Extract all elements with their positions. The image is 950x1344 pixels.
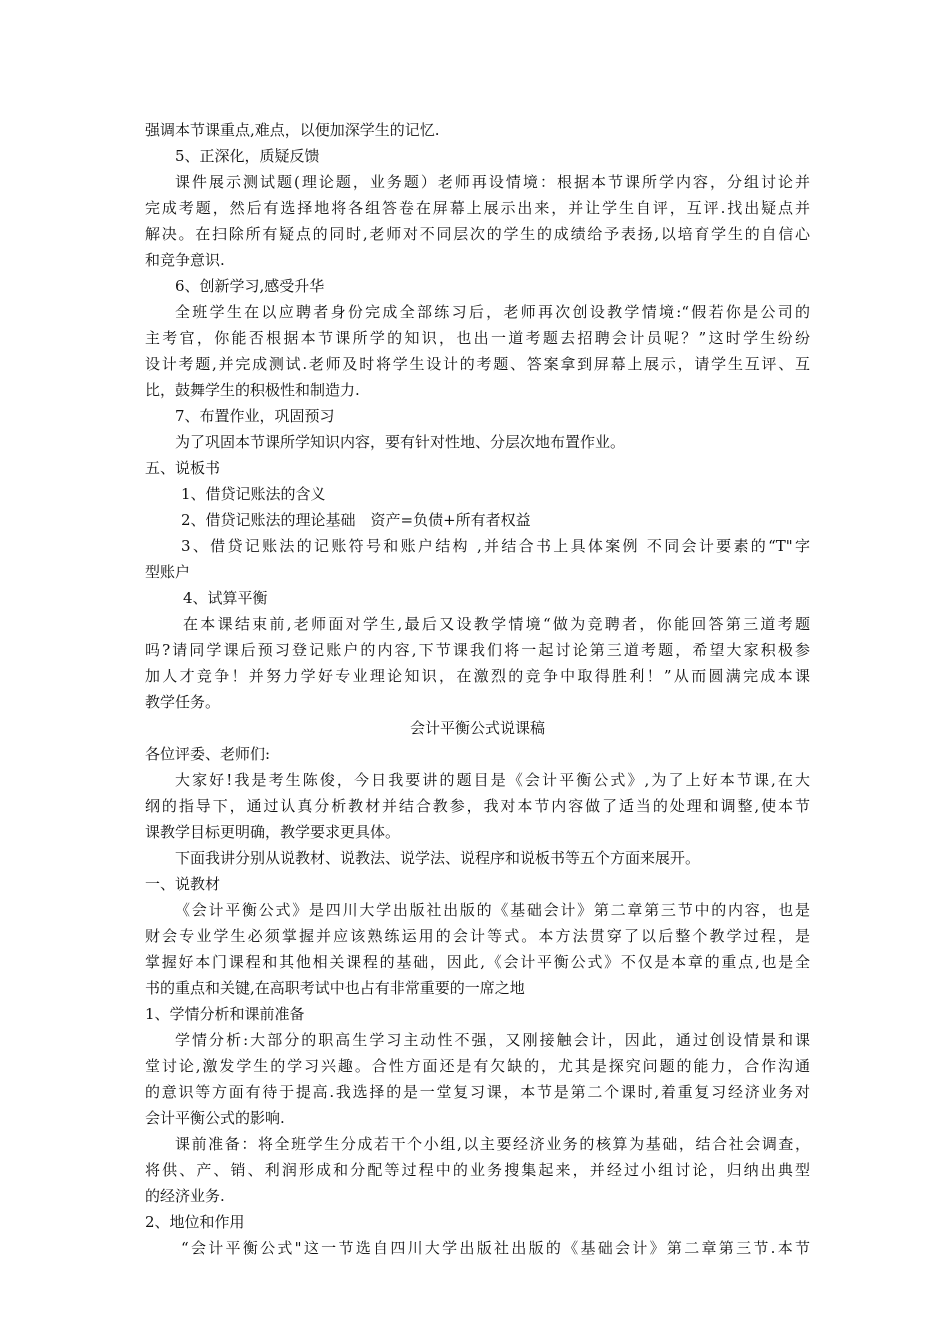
text-line: 比，鼓舞学生的积极性和制造力. bbox=[145, 381, 360, 399]
document-title: 会计平衡公式说课稿 bbox=[409, 719, 545, 737]
section-heading: 1、学情分析和课前准备 bbox=[145, 1005, 305, 1023]
text-line: 课前准备：将全班学生分成若干个小组,以主要经济业务的核算为基础，结合社会调查， bbox=[175, 1135, 810, 1153]
section-heading: 一、说教材 bbox=[145, 875, 221, 893]
text-line: 书的重点和关键,在高职考试中也占有非常重要的一席之地 bbox=[145, 979, 525, 997]
text-line: 完成考题，然后有选择地将各组答卷在屏幕上展示出来，并让学生自评，互评.找出疑点并 bbox=[145, 199, 810, 217]
text-line: 吗?请同学课后预习登记账户的内容,下节课我们将一起讨论第三道考题，希望大家积极参 bbox=[145, 641, 810, 659]
text-line: 设计考题,并完成测试.老师及时将学生设计的考题、答案拿到屏幕上展示，请学生互评、互 bbox=[145, 355, 810, 373]
list-item: 2、借贷记账法的理论基础 资产=负债+所有者权益 bbox=[181, 511, 531, 529]
text-line: 教学任务。 bbox=[145, 693, 221, 711]
text-line: 在本课结束前,老师面对学生,最后又设教学情境“做为竞聘者，你能回答第三道考题 bbox=[183, 615, 810, 633]
list-item: 3、借贷记账法的记账符号和账户结构 ,并结合书上具体案例 不同会计要素的“T"字 bbox=[181, 537, 810, 555]
text-line: 解决。在扫除所有疑点的同时,老师对不同层次的学生的成绩给予表扬,以培育学生的自信心 bbox=[145, 225, 810, 243]
text-line: 加人才竞争！并努力学好专业理论知识，在激烈的竞争中取得胜利！”从而圆满完成本课 bbox=[145, 667, 810, 685]
text-line: 《会计平衡公式》是四川大学出版社出版的《基础会计》第二章第三节中的内容，也是 bbox=[175, 901, 810, 919]
text-line: 主考官，你能否根据本节课所学的知识，也出一道考题去招聘会计员呢？”这时学生纷纷 bbox=[145, 329, 810, 347]
text-line: 的经济业务. bbox=[145, 1187, 225, 1205]
list-item: 4、试算平衡 bbox=[183, 589, 268, 607]
text-line: 和竞争意识. bbox=[145, 251, 225, 269]
section-heading: 五、说板书 bbox=[145, 459, 221, 477]
document-body bbox=[145, 117, 810, 1261]
salutation: 各位评委、老师们: bbox=[145, 745, 271, 763]
text-line: “会计平衡公式"这一节选自四川大学出版社出版的《基础会计》第二章第三节.本节 bbox=[181, 1239, 810, 1257]
text-line: 掌握好本门课程和其他相关课程的基础，因此,《会计平衡公式》不仅是本章的重点,也是全 bbox=[145, 953, 810, 971]
text-line: 堂讨论,激发学生的学习兴趣。合性方面还是有欠缺的，尤其是探究问题的能力，合作沟通 bbox=[145, 1057, 810, 1075]
text-line: 课教学目标更明确，教学要求更具体。 bbox=[145, 823, 401, 841]
text-line: 会计平衡公式的影响. bbox=[145, 1109, 285, 1127]
section-heading: 5、正深化，质疑反馈 bbox=[175, 147, 320, 165]
text-line: 的意识等方面有待于提高.我选择的是一堂复习课，本节是第二个课时,着重复习经济业务对 bbox=[145, 1083, 810, 1101]
text-line: 大家好!我是考生陈俊，今日我要讲的题目是《会计平衡公式》,为了上好本节课,在大 bbox=[175, 771, 810, 789]
text-line: 全班学生在以应聘者身份完成全部练习后，老师再次创设教学情境:“假若你是公司的 bbox=[175, 303, 810, 321]
list-item: 1、借贷记账法的含义 bbox=[181, 485, 326, 503]
text-line: 财会专业学生必须掌握并应该熟练运用的会计等式。本方法贯穿了以后整个教学过程，是 bbox=[145, 927, 810, 945]
text-line: 学情分析:大部分的职高生学习主动性不强，又刚接触会计，因此，通过创设情景和课 bbox=[175, 1031, 810, 1049]
text-line: 型账户 bbox=[145, 563, 191, 581]
text-line: 强调本节课重点,难点，以便加深学生的记忆. bbox=[145, 121, 440, 139]
text-line: 将供、产、销、利润形成和分配等过程中的业务搜集起来，并经过小组讨论，归纳出典型 bbox=[145, 1161, 810, 1179]
text-line: 课件展示测试题(理论题，业务题）老师再设情境：根据本节课所学内容，分组讨论并 bbox=[175, 173, 810, 191]
section-heading: 6、创新学习,感受升华 bbox=[175, 277, 325, 295]
section-heading: 2、地位和作用 bbox=[145, 1213, 245, 1231]
section-heading: 7、布置作业，巩固预习 bbox=[175, 407, 335, 425]
text-line: 为了巩固本节课所学知识内容，要有针对性地、分层次地布置作业。 bbox=[175, 433, 626, 451]
text-line: 下面我讲分别从说教材、说教法、说学法、说程序和说板书等五个方面来展开。 bbox=[175, 849, 701, 867]
text-line: 纲的指导下，通过认真分析教材并结合教参，我对本节内容做了适当的处理和调整,使本节 bbox=[145, 797, 810, 815]
